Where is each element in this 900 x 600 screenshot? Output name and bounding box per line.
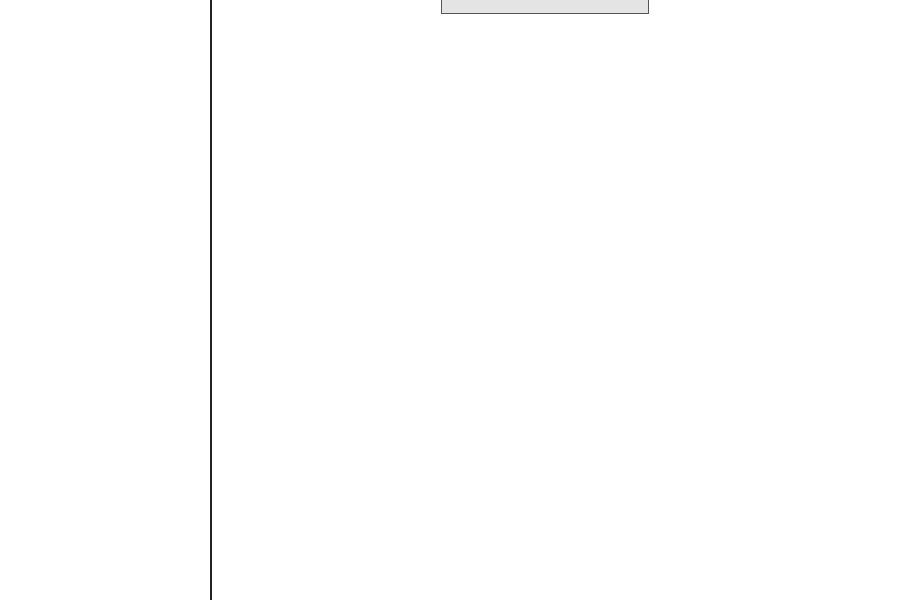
schedule-row — [442, 0, 648, 13]
fair-article-column-1 — [450, 285, 645, 600]
bell-schedule-box — [441, 0, 649, 14]
calendar-sidebar — [0, 0, 212, 600]
lunch-article-column-2 — [450, 18, 645, 220]
lunch-article-column-3 — [668, 0, 862, 202]
lunch-article-column-1 — [232, 0, 426, 600]
fair-article-column-2 — [668, 285, 866, 600]
